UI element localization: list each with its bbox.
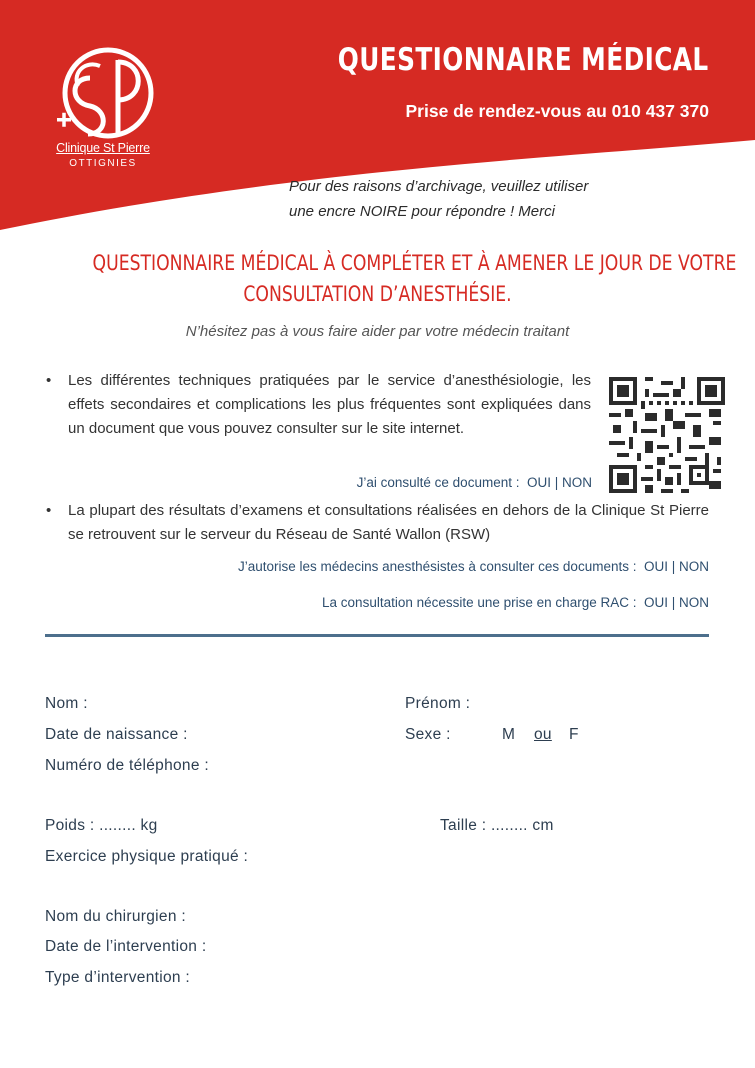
consent-question: J’autorise les médecins anesthésistes à consulter ces documents : — [238, 559, 637, 574]
sex-option-f[interactable]: F — [569, 726, 579, 743]
bullet-text: La plupart des résultats d’examens et consultations réalisées en dehors de la Clinique St Pierre se retrouvent sur le serveur du Réseau de Santé Wallon (RSW) — [68, 502, 709, 543]
consent-rsw — [238, 559, 709, 574]
prenom-field[interactable]: Prénom : — [405, 695, 471, 712]
section-title-line: QUESTIONNAIRE MÉDICAL À COMPLÉTER ET À AMENER LE JOUR DE VOTRE — [92, 251, 737, 275]
page-title: QUESTIONNAIRE MÉDICAL — [338, 42, 709, 78]
consent-question: La consultation nécessite une prise en charge RAC : — [322, 595, 637, 610]
consent-options[interactable]: OUI | NON — [643, 595, 709, 610]
consent-question: J’ai consulté ce document : — [356, 475, 520, 490]
bullet-dot: • — [46, 502, 52, 519]
sex-or: ou — [534, 726, 552, 743]
archive-note-line: Pour des raisons d’archivage, veuillez utiliser — [289, 178, 589, 195]
appointment-phone: Prise de rendez-vous au 010 437 370 — [405, 101, 709, 121]
archive-note-line: une encre NOIRE pour répondre ! Merci — [289, 203, 555, 220]
consent-options[interactable]: OUI | NON — [643, 559, 709, 574]
birthdate-field[interactable]: Date de naissance : — [45, 726, 188, 743]
clinic-name: Clinique St Pierre — [56, 141, 150, 155]
bullet-text: Les différentes techniques pratiquées par le service d’anesthésiologie, les effets secondaires et complications les plus fréquentes sont expliquées dans un document que vous pouvez consulter sur le site internet. — [68, 372, 591, 437]
consent-rac — [322, 595, 709, 610]
qr-code-icon[interactable] — [609, 377, 725, 493]
bullet-dot: • — [46, 372, 52, 389]
intervention-date-field[interactable]: Date de l’intervention : — [45, 938, 207, 955]
consent-options[interactable]: OUI | NON — [526, 475, 592, 490]
weight-field[interactable]: Poids : ........ kg — [45, 817, 158, 834]
divider — [45, 634, 709, 637]
sex-field: Sexe : — [405, 726, 451, 743]
height-field[interactable]: Taille : ........ cm — [440, 817, 554, 834]
surgeon-field[interactable]: Nom du chirurgien : — [45, 908, 186, 925]
intervention-type-field[interactable]: Type d’intervention : — [45, 969, 191, 986]
sex-option-m[interactable]: M — [502, 726, 516, 743]
phone-field[interactable]: Numéro de téléphone : — [45, 757, 209, 774]
clinic-logo-icon — [50, 38, 160, 178]
nom-field[interactable]: Nom : — [45, 695, 88, 712]
exercise-field[interactable]: Exercice physique pratiqué : — [45, 848, 249, 865]
section-title — [92, 248, 737, 310]
clinic-city: OTTIGNIES — [69, 158, 137, 169]
section-title-line: CONSULTATION D’ANESTHÉSIE. — [243, 282, 512, 306]
hint-text: N’hésitez pas à vous faire aider par votre médecin traitant — [185, 323, 570, 340]
archive-note — [289, 174, 709, 224]
consent-document — [357, 475, 592, 490]
